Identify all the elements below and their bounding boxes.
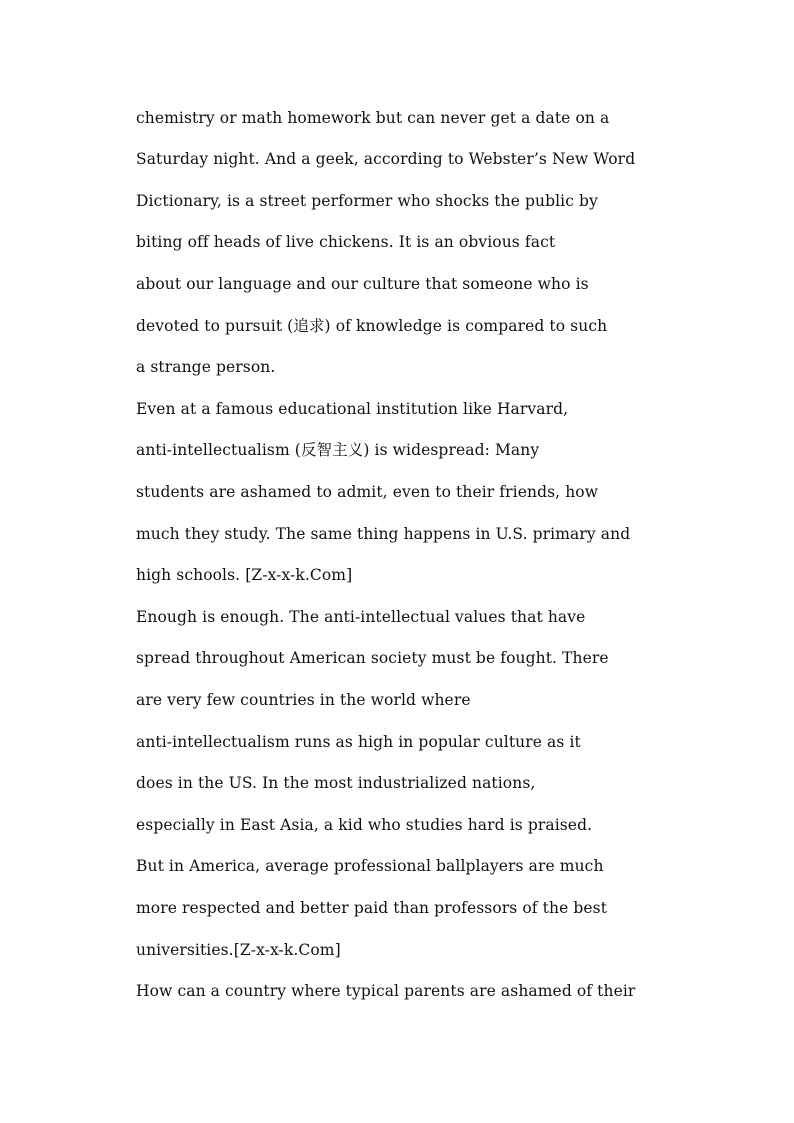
text-line: Saturday night. And a geek, according to Webster’s New Word [136,150,636,168]
text-line: does in the US. In the most industrialized nations, [136,774,536,792]
text-line: devoted to pursuit (追求) of knowledge is compared to such [136,317,608,335]
text-line: chemistry or math homework but can never get a date on a [136,109,610,127]
text-line: high schools. [Z-x-x-k.Com] [136,566,353,584]
text-line: anti-intellectualism runs as high in popular culture as it [136,733,581,751]
text-line: Even at a famous educational institution like Harvard, [136,400,569,418]
text-line: spread throughout American society must be fought. There [136,649,609,667]
text-line: are very few countries in the world where [136,691,471,709]
text-line: Enough is enough. The anti-intellectual values that have [136,608,586,626]
text-line: How can a country where typical parents are ashamed of their [136,982,636,1000]
text-line: much they study. The same thing happens in U.S. primary and [136,525,631,543]
text-line: about our language and our culture that someone who is [136,275,589,293]
text-line: more respected and better paid than professors of the best [136,899,608,917]
text-line: especially in East Asia, a kid who studies hard is praised. [136,816,593,834]
text-line: students are ashamed to admit, even to their friends, how [136,483,599,501]
text-line: universities.[Z-x-x-k.Com] [136,941,341,959]
text-line: a strange person. [136,358,276,376]
text-line: But in America, average professional ballplayers are much [136,857,604,875]
text-line: anti-intellectualism (反智主义) is widespread: Many [136,441,540,459]
text-line: Dictionary, is a street performer who shocks the public by [136,192,598,210]
text-line: biting off heads of live chickens. It is an obvious fact [136,233,556,251]
